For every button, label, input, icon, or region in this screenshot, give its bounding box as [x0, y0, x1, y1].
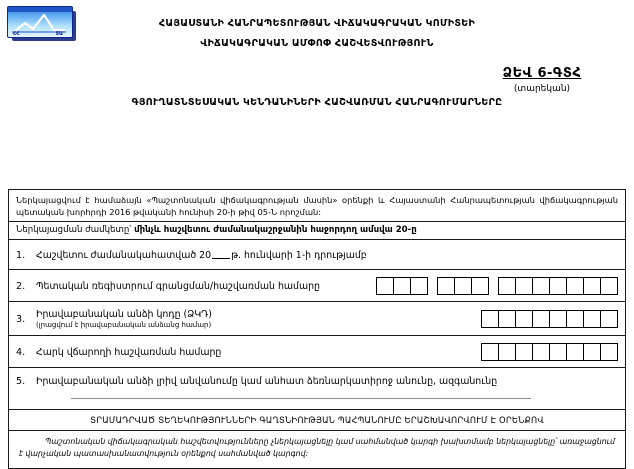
code-cell[interactable]	[532, 343, 550, 361]
item-1-label-after: թ. հունվարի 1-ի դրությամբ	[231, 250, 367, 262]
code-cell[interactable]	[410, 277, 428, 295]
code-cell[interactable]	[454, 277, 472, 295]
agency-name-line2: ՎԻՃԱԿԱԳՐԱԿԱՆ ԱՄՓՈՓ ՀԱՇՎԵՏՎՈՒԹՅՈՒՆ	[200, 38, 434, 49]
item-3-code-entry	[481, 310, 618, 328]
legal-note-text: Ներկայացվում է համաձայն «Պաշտոնական վիճակագրության մասին» օրենքի և Հայաստանի Հանրապետության վիճակագրության պետական խորհրդի 2016 թվականի հունիսի 20-ի թիվ 05-Ն որոշման:	[16, 195, 618, 218]
item-1-label-before: Հաշվետու ժամանակահատված 20	[36, 250, 212, 262]
item-4-code-entry	[481, 343, 618, 361]
item-2-group-3	[498, 277, 618, 295]
item-3-number: 3.	[16, 313, 26, 325]
code-cell[interactable]	[532, 310, 550, 328]
item-1-year-input[interactable]	[212, 249, 230, 259]
penalty-notice-text: Պաշտոնական վիճակագրական հաշվետվությունները չներկայացնելը կամ սահմանված կարգի խախտմամբ ներկայացնելը՝ առաջացնում է վարչական պատասխանատվություն օրենքով սահմանված կարգով:	[19, 437, 615, 458]
item-4-group-1	[481, 343, 618, 361]
form-item-1	[9, 240, 625, 270]
logo-tag-left: ՀՀ	[13, 31, 20, 37]
item-3-sublabel: (լրացվում է իրավաբանական անձանց համար)	[36, 321, 212, 330]
page-title: ԳՅՈՒՂԱՏՆՏԵՍԱԿԱՆ ԿԵՆԴԱՆԻՆԵՐԻ ՀԱՇՎԱՌՄԱՆ ՀԱՆՐԱԳՈՒՄԱՐՆԵՐԸ	[131, 97, 503, 108]
form-number-block	[467, 62, 617, 94]
code-cell[interactable]	[600, 277, 618, 295]
deadline-prefix: Ներկայացման ժամկետը՝	[16, 225, 135, 236]
code-cell[interactable]	[600, 310, 618, 328]
item-3-label-wrap	[36, 309, 481, 329]
deadline-value: մինչև հաշվետու ժամանակաշրջանին հաջորդող ամսվա 20-ը	[134, 225, 417, 236]
item-5-number: 5.	[16, 376, 26, 388]
code-cell[interactable]	[583, 277, 601, 295]
code-cell[interactable]	[437, 277, 455, 295]
form-item-3	[9, 302, 625, 336]
penalty-notice	[9, 431, 625, 468]
deadline-row	[9, 222, 625, 240]
form-item-5	[9, 368, 625, 410]
form-item-2	[9, 270, 625, 302]
code-cell[interactable]	[498, 277, 516, 295]
code-cell[interactable]	[376, 277, 394, 295]
code-cell[interactable]	[566, 343, 584, 361]
item-2-group-2	[437, 277, 489, 295]
item-4-label: Հարկ վճարողի հաշվառման համարը	[36, 346, 222, 358]
item-2-number: 2.	[16, 280, 26, 292]
form-number: ՁԵՎ 6-ԳՏՀ	[502, 66, 582, 81]
code-cell[interactable]	[600, 343, 618, 361]
item-3-group-1	[481, 310, 618, 328]
code-cell[interactable]	[515, 310, 533, 328]
item-1-label	[36, 249, 618, 261]
agency-name-line1: ՀԱՅԱՍՏԱՆԻ ՀԱՆՐԱՊԵՏՈՒԹՅԱՆ ՎԻՃԱԿԱԳՐԱԿԱՆ ԿՈՄԻՏԵԻ	[158, 18, 476, 29]
item-4-number: 4.	[16, 346, 26, 358]
code-cell[interactable]	[549, 277, 567, 295]
code-cell[interactable]	[498, 343, 516, 361]
item-3-label: Իրավաբանական անձի կոդը (ՁԿԴ)	[36, 309, 212, 321]
code-cell[interactable]	[549, 310, 567, 328]
code-cell[interactable]	[471, 277, 489, 295]
form-item-4	[9, 336, 625, 368]
code-cell[interactable]	[532, 277, 550, 295]
form-period: (տարեկան)	[513, 84, 571, 94]
code-cell[interactable]	[566, 277, 584, 295]
code-cell[interactable]	[481, 343, 499, 361]
item-5-name-input[interactable]	[71, 398, 531, 399]
item-1-number: 1.	[16, 249, 26, 261]
code-cell[interactable]	[515, 343, 533, 361]
code-cell[interactable]	[481, 310, 499, 328]
legal-note-row	[9, 190, 625, 222]
item-2-code-entry	[376, 277, 618, 295]
code-cell[interactable]	[566, 310, 584, 328]
item-2-group-1	[376, 277, 428, 295]
item-2-label: Պետական ռեգիստրում գրանցման/հաշվառման համարը	[36, 280, 321, 292]
confidentiality-notice: ՏՐԱՄԱԴՐՎԱԾ ՏԵՂԵԿՈՒԹՅՈՒՆՆԵՐԻ ԳԱՂՏՆԻՈՒԹՅԱՆ ՊԱՀՊԱՆՈՒՄԸ ԵՐԱՇԽԱՎՈՐՎՈՒՄ Է ՕՐԵՆՔՈՎ	[9, 410, 625, 431]
code-cell[interactable]	[393, 277, 411, 295]
code-cell[interactable]	[515, 277, 533, 295]
item-5-head	[16, 376, 618, 387]
logo-tag-right: ՏԱ	[55, 31, 63, 37]
form-sheet	[8, 189, 626, 469]
code-cell[interactable]	[498, 310, 516, 328]
code-cell[interactable]	[583, 310, 601, 328]
code-cell[interactable]	[549, 343, 567, 361]
item-5-label: Իրավաբանական անձի լրիվ անվանումը կամ անհատ ձեռնարկատիրոջ անունը, ազգանունը	[36, 376, 498, 388]
code-cell[interactable]	[583, 343, 601, 361]
